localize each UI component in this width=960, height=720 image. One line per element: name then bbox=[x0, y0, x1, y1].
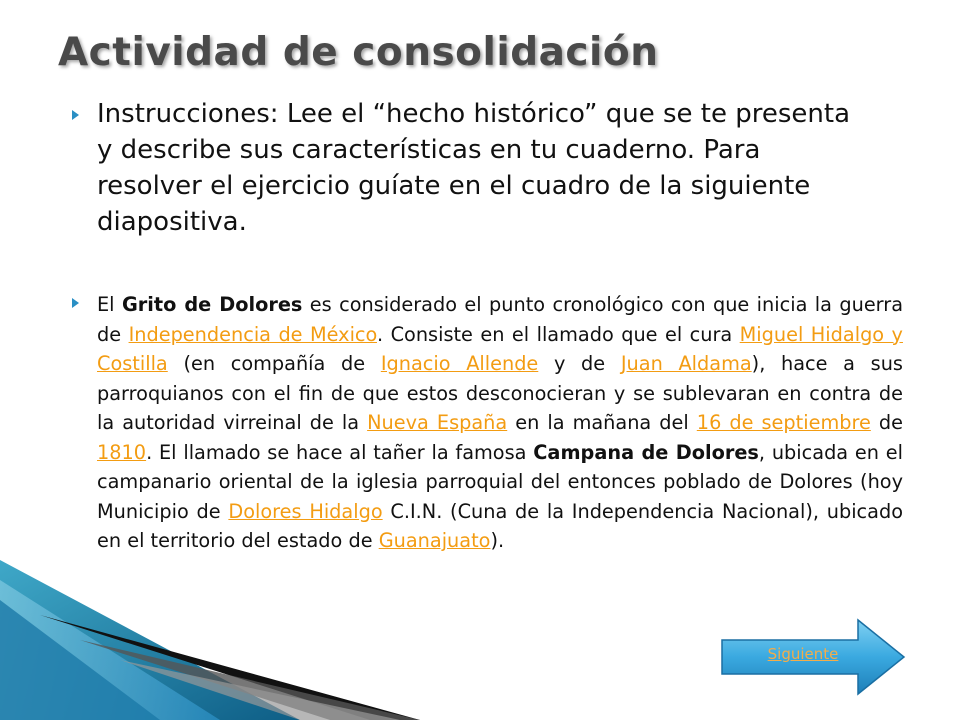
bold-term: Grito de Dolores bbox=[121, 293, 303, 316]
text-run: (en compañía de bbox=[167, 352, 381, 375]
link-ignacio-allende[interactable]: Ignacio Allende bbox=[380, 352, 539, 375]
text-run: C.I.N. (Cuna de la Independencia Nacional), ubicado en el territorio del estado de bbox=[97, 499, 903, 552]
text-run: ). bbox=[490, 529, 505, 552]
text-run: . El llamado se hace al tañer la famosa bbox=[146, 440, 534, 464]
text-run: El bbox=[97, 293, 122, 316]
text-run: , ubicada en el campanario oriental de la iglesia parroquial del entonces poblado de Dolores (hoy Municipio de bbox=[97, 440, 904, 523]
link-guanajuato[interactable]: Guanajuato bbox=[378, 529, 491, 552]
text-run: ), hace a sus parroquianos con el fin de que estos desconocieran y se sublevaran en contra de la autoridad virreinal de la bbox=[97, 352, 903, 434]
text-run: . Consiste en el llamado que el cura bbox=[376, 322, 740, 346]
text-run: en la mañana del bbox=[507, 411, 697, 434]
link-miguel-hidalgo[interactable]: Miguel Hidalgo y Costilla bbox=[97, 322, 903, 375]
slide-title: Actividad de consolidación bbox=[58, 30, 659, 75]
text-run: de bbox=[870, 411, 903, 434]
link-independencia-de-mexico[interactable]: Independencia de México bbox=[128, 322, 377, 346]
text-run: y de bbox=[538, 352, 621, 375]
instructions-text: Instrucciones: Lee el “hecho histórico” que se te presenta y describe sus características en tu cuaderno. Para resolver el ejercicio guíate en el cuadro de la siguiente diapositiva. bbox=[97, 99, 851, 237]
link-dolores-hidalgo[interactable]: Dolores Hidalgo bbox=[228, 499, 383, 523]
link-nueva-espana[interactable]: Nueva España bbox=[367, 411, 508, 434]
decorative-swoosh bbox=[0, 560, 420, 720]
link-juan-aldama[interactable]: Juan Aldama bbox=[620, 352, 752, 375]
text-run: es considerado el punto cronológico con que inicia la guerra de bbox=[97, 293, 904, 346]
next-button-label: Siguiente bbox=[767, 645, 839, 663]
history-paragraph bbox=[97, 290, 903, 556]
link-1810[interactable]: 1810 bbox=[97, 440, 147, 464]
next-button[interactable] bbox=[718, 618, 906, 696]
bullet-icon bbox=[72, 298, 79, 308]
bold-term: Campana de Dolores bbox=[533, 440, 759, 464]
link-16-de-septiembre[interactable]: 16 de septiembre bbox=[696, 411, 871, 434]
bullet-icon bbox=[72, 110, 79, 120]
arrow-right-icon bbox=[722, 620, 904, 694]
